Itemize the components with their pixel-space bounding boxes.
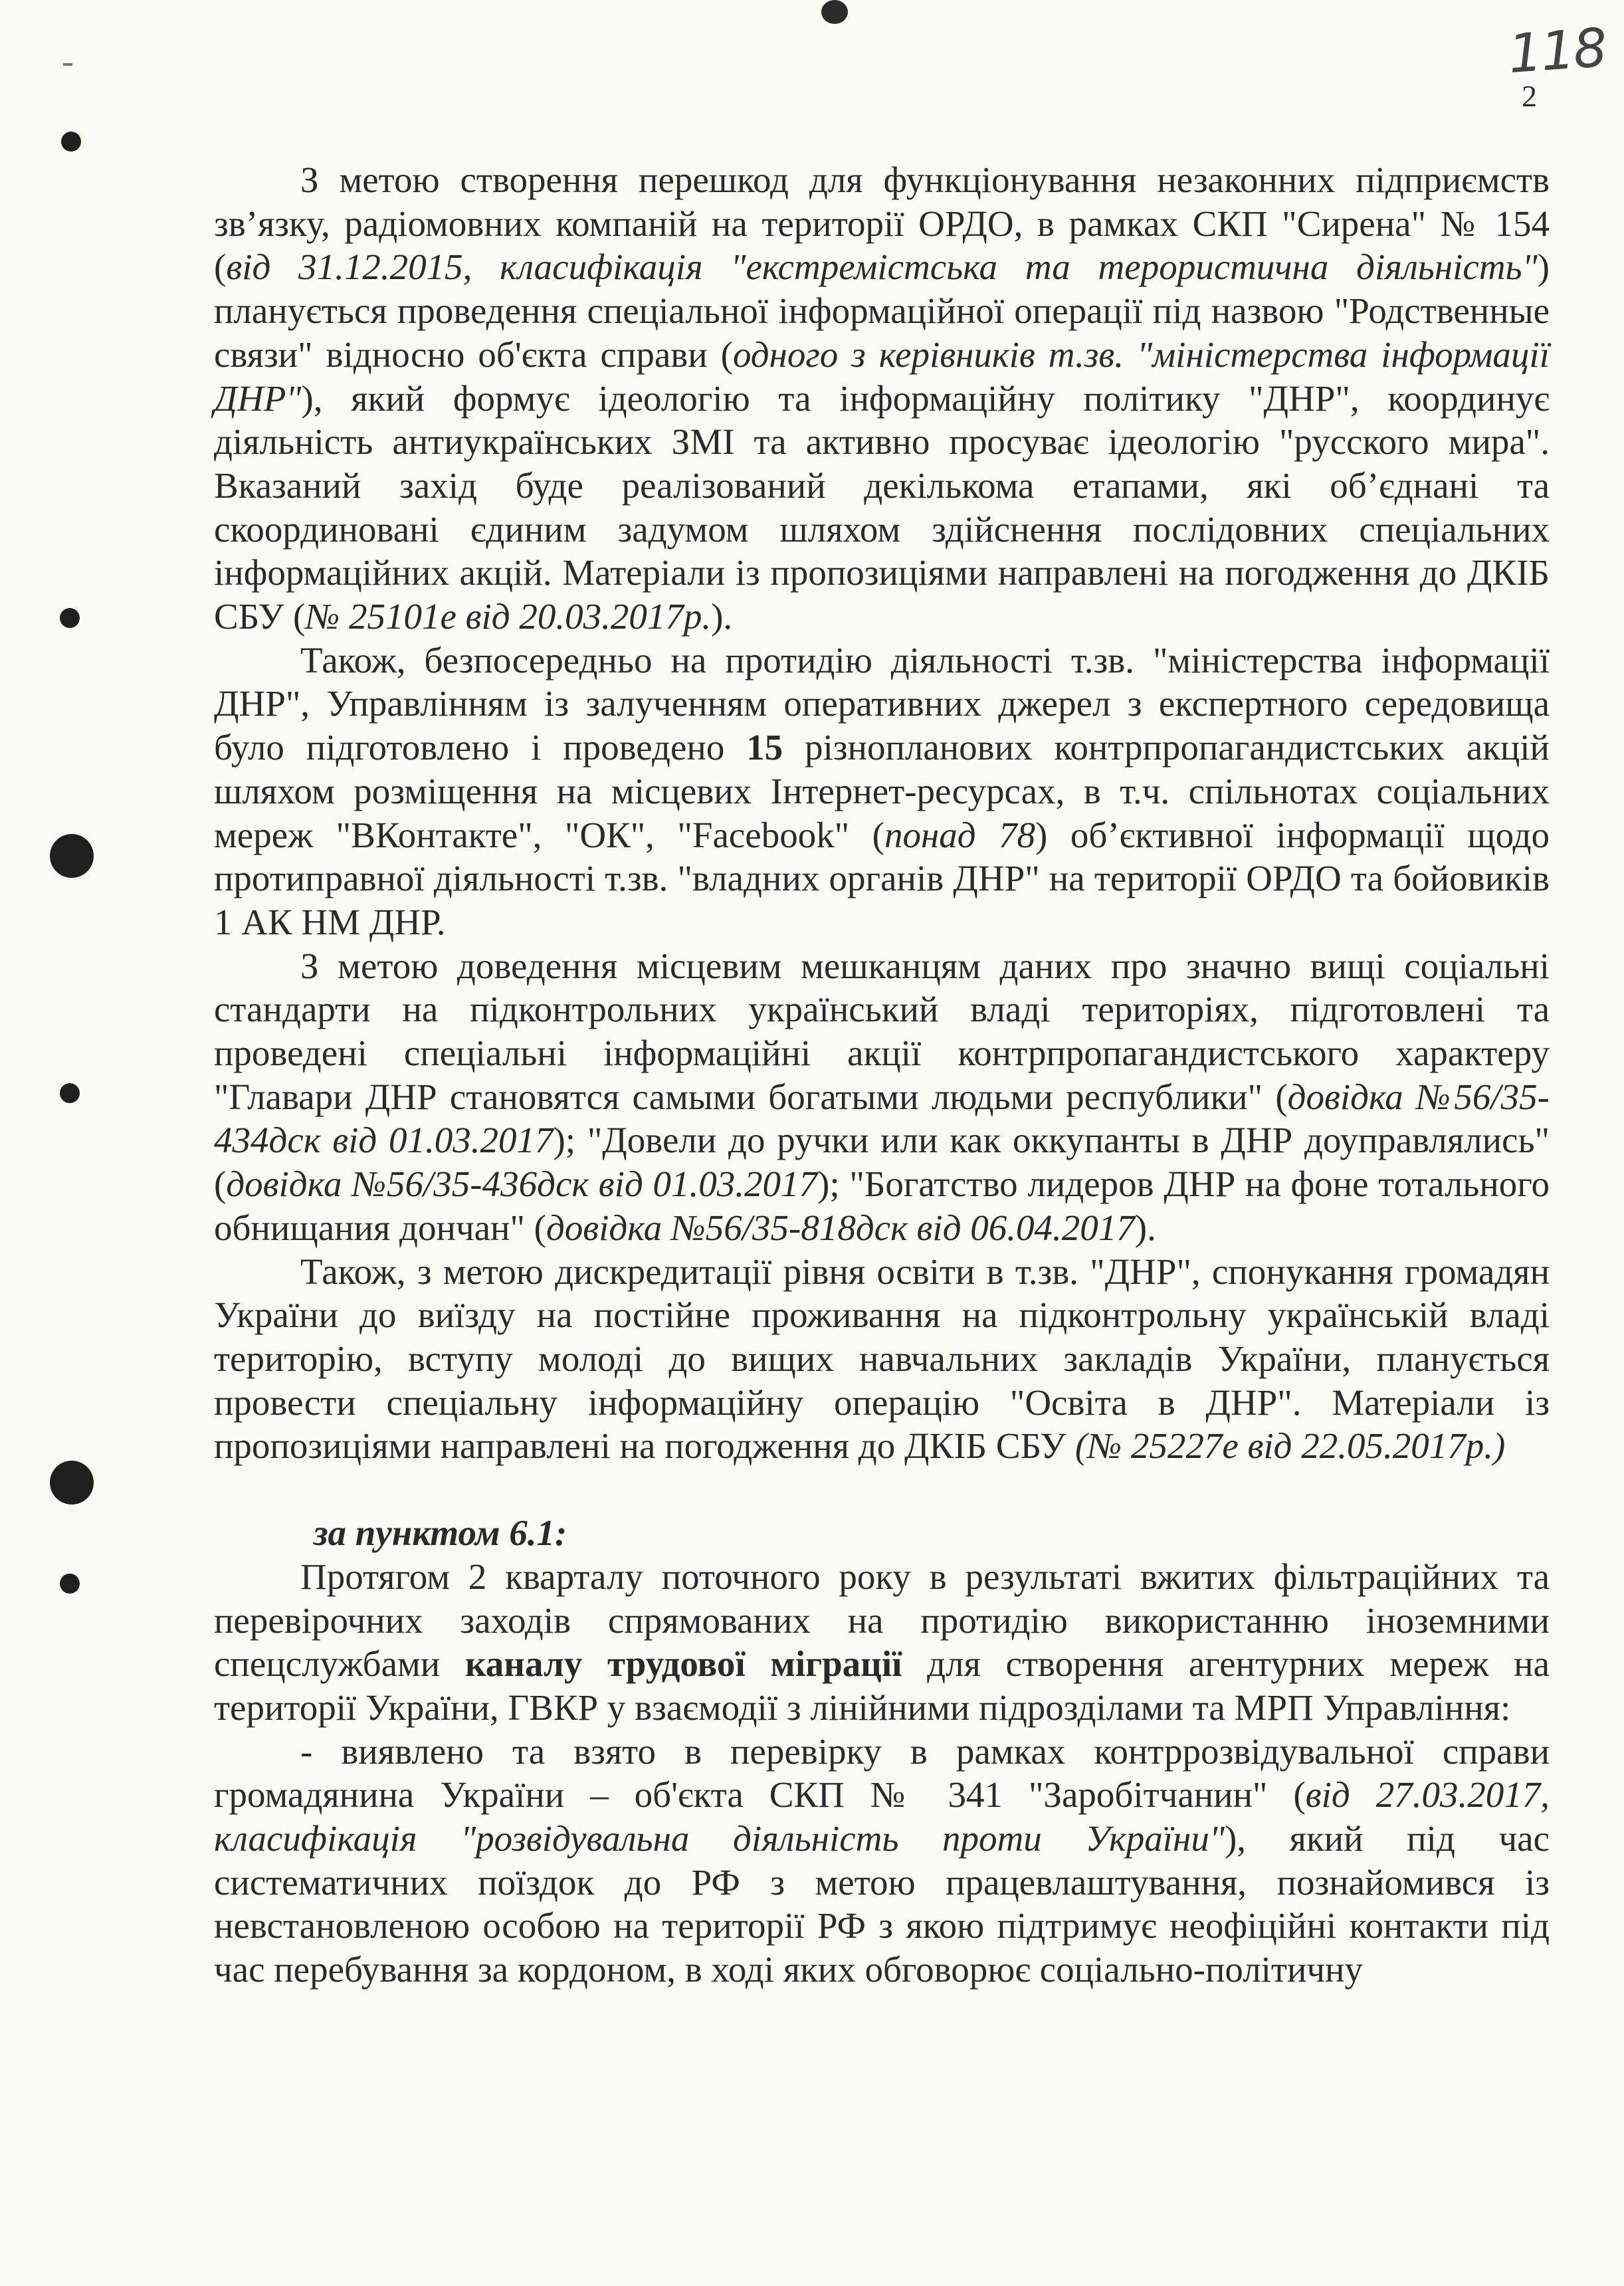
punch-hole <box>50 834 94 878</box>
paragraph: З метою доведення місцевим мешканцям даних про значно вищі соціальні стандарти на підконтрольних український владі територіях, підготовлені та проведені спеціальні інформаційні акції контрпропагандистського характеру "Главари ДНР становятся самыми богатыми людьми республики" (довідка №56/35-434дск від 01.03.2017); "Довели до ручки или как оккупанты в ДНР доуправлялись" (довідка №56/35-436дск від 01.03.2017); "Богатство лидеров ДНР на фоне тотального обнищания дончан" (довідка №56/35-818дск від 06.04.2017). <box>214 945 1550 1248</box>
handwritten-folio-number: 118 <box>1506 16 1608 86</box>
paragraph: Також, з метою дискредитації рівня освіти в т.зв. "ДНР", спонукання громадян України до виїзду на постійне проживання на підконтрольну українській владі територію, вступу молоді до вищих навчальних закладів України, планується провести спеціальну інформаційну операцію "Освіта в ДНР". Матеріали із пропозиціями направлені на погодження до ДКІБ СБУ (№ 25227е від 22.05.2017р.) <box>214 1251 1550 1467</box>
document-body <box>214 158 1550 1992</box>
margin-mark <box>63 63 72 66</box>
paragraph: Також, безпосередньо на протидію діяльності т.зв. "міністерства інформації ДНР", Управлінням із залученням оперативних джерел з експертного середовища було підготовлено і проведено 15 різнопланових контрпропагандистських акцій шляхом розміщення на місцевих Інтернет-ресурсах, в т.ч. спільнотах соціальних мереж "ВКонтакте", "ОК", "Facebook" (понад 78) об’єктивної інформації щодо протиправної діяльності т.зв. "владних органів ДНР" на території ОРДО та бойовиків 1 АК НМ ДНР. <box>214 639 1550 942</box>
paragraph: Протягом 2 кварталу поточного року в результаті вжитих фільтраційних та перевірочних заходів спрямованих на протидію використанню іноземними спецслужбами каналу трудової міграції для створення агентурних мереж на території України, ГВКР у взаємодії з лінійними підрозділами та МРП Управління: <box>214 1556 1550 1728</box>
punch-hole <box>61 132 81 152</box>
staple-mark <box>821 0 848 24</box>
page-number: 2 <box>1522 79 1537 113</box>
punch-hole <box>50 1461 94 1505</box>
punch-hole <box>60 608 80 628</box>
section-heading: за пунктом 6.1: <box>314 1512 567 1554</box>
paragraph: - виявлено та взято в перевірку в рамках контррозвідувальної справи громадянина України – об'єкта СКП № 341 "Заробітчанин" (від 27.03.2017, класифікація "розвідувальна діяльність проти України"), який під час систематичних поїздок до РФ з метою працевлаштування, познайомився із невстановленою особою на території РФ з якою підтримує неофіційні контакти під час перебування за кордоном, в ході яких обговорює соціально-політичну <box>214 1730 1550 1990</box>
punch-hole <box>60 1574 80 1594</box>
paragraph: З метою створення перешкод для функціонування незаконних підприємств зв’язку, радіомовних компаній на території ОРДО, в рамках СКП "Сирена" № 154 (від 31.12.2015, класифікація "екстремістська та терористична діяльність") планується проведення спеціальної інформаційної операції під назвою "Родственные связи" відносно об'єкта справи (одного з керівників т.зв. "міністерства інформації ДНР"), який формує ідеологію та інформаційну політику "ДНР", координує діяльність антиукраїнських ЗМІ та активно просуває ідеологію "русского мира". Вказаний захід буде реалізований декількома етапами, які об’єднані та скоординовані єдиним задумом шляхом здійснення послідовних спеціальних інформаційних акцій. Матеріали із пропозиціями направлені на погодження до ДКІБ СБУ (№ 25101е від 20.03.2017р.). <box>214 159 1550 637</box>
punch-hole <box>60 1083 80 1103</box>
